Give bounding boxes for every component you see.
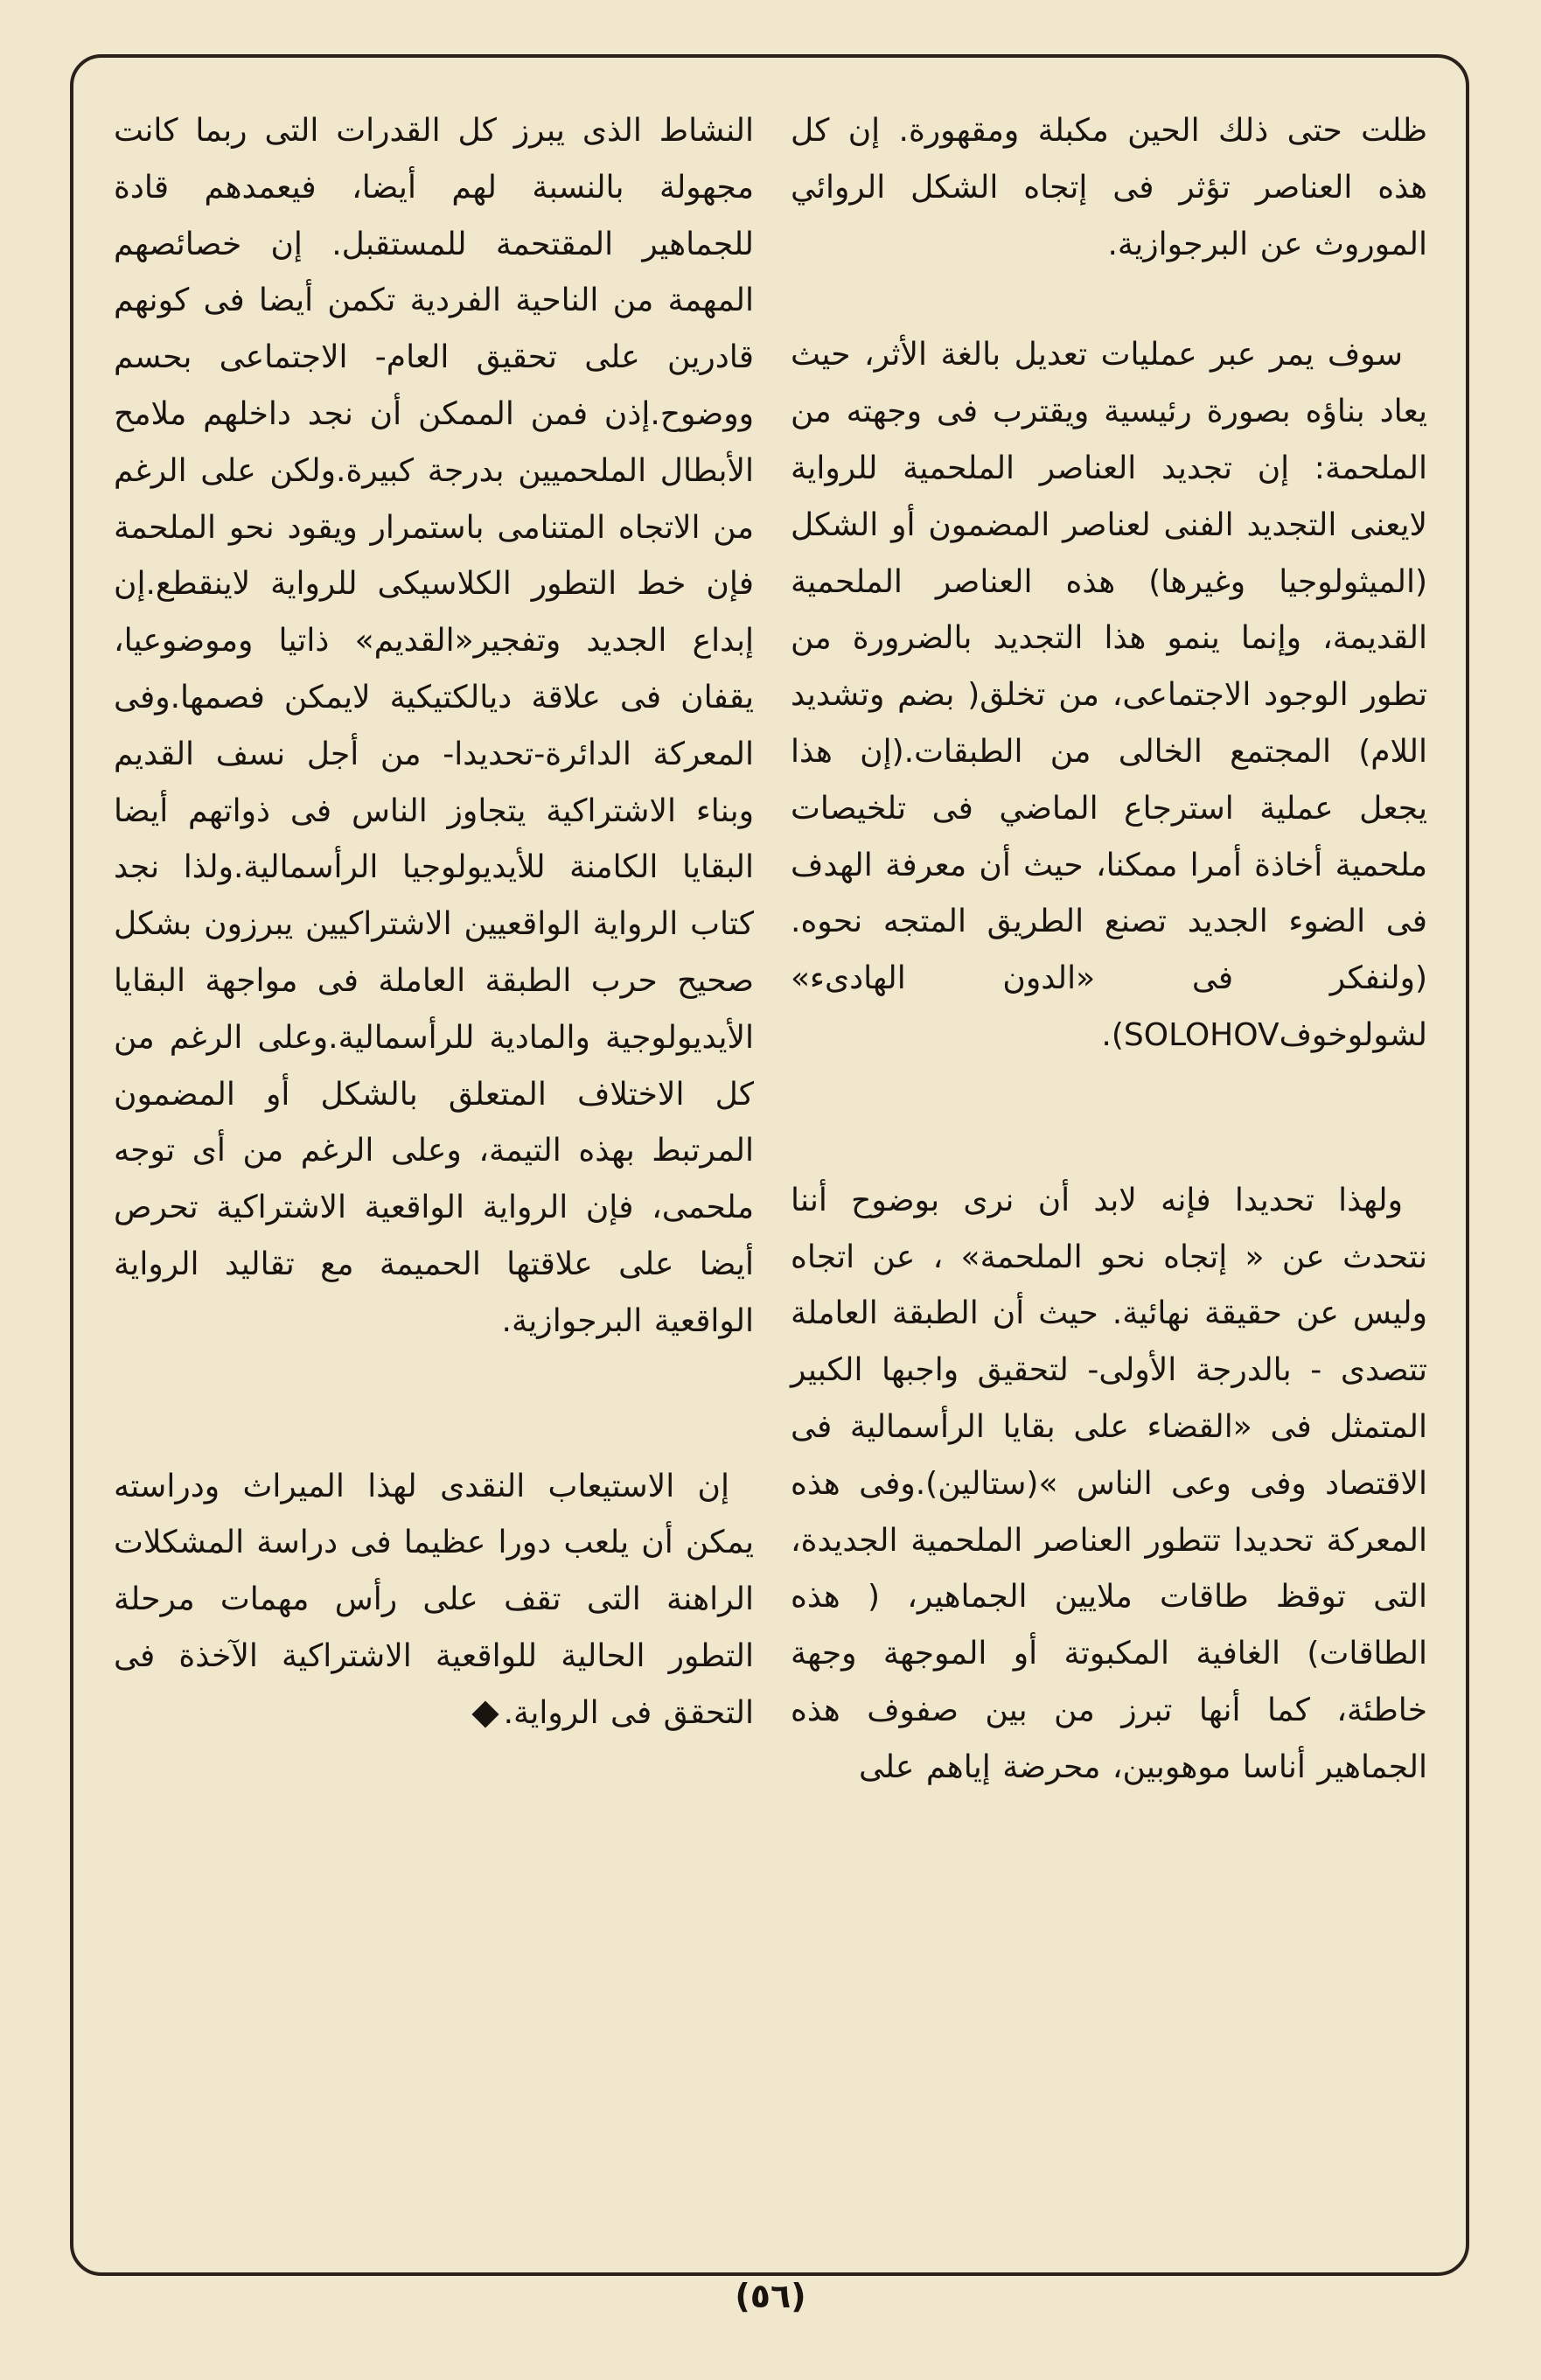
paragraph: [114, 1459, 754, 1742]
paragraph: سوف يمر عبر عمليات تعديل بالغة الأثر، حيث يعاد بناؤه بصورة رئيسية ويقترب فى وجهته من الملحمة: إن تجديد العناصر الملحمية للرواية لايعنى التجديد الفنى لعناصر المضمون أو الشكل (الميثولوجيا وغيرها) هذه العناصر الملحمية القديمة، وإنما ينمو هذا التجديد بالضرورة من تطور الوجود الاجتماعى، من تخلق( بضم وتشديد اللام) المجتمع الخالى من الطبقات.(إن هذا يجعل عملية استرجاع الماضي فى تلخيصات ملحمية أخاذة أمرا ممكنا، حيث أن معرفة الهدف فى الضوء الجديد تصنع الطريق المتجه نحوه.(ولنفكر فى «الدون الهادىء» لشولوخوفSOLOHOV).: [791, 337, 1427, 1053]
paragraph: ولهذا تحديدا فإنه لابد أن نرى بوضوح أننا نتحدث عن « إتجاه نحو الملحمة» ، عن اتجاه وليس عن حقيقة نهائية. حيث أن الطبقة العاملة تتصدى - بالدرجة الأولى- لتحقيق واجبها الكبير المتمثل فى «القضاء على بقايا الرأسمالية فى الاقتصاد وفى وعى الناس »(ستالين).وفى هذه المعركة تحديدا تتطور العناصر الملحمية الجديدة، التى توقظ طاقات ملايين الجماهير، ( هذه الطاقات) الغافية المكبوتة أو الموجهة وجهة خاطئة، كما أنها تبرز من بين صفوف هذه الجماهير أناسا موهوبين، محرضة إياهم على: [791, 1182, 1427, 1785]
right-text-column: [791, 103, 1427, 1797]
end-of-article-diamond-icon: [471, 1700, 499, 1727]
paragraph: ظلت حتى ذلك الحين مكبلة ومقهورة. إن كل هذه العناصر تؤثر فى إتجاه الشكل الروائي الموروث عن البرجوازية.: [791, 113, 1427, 262]
left-text-column: [114, 103, 754, 1742]
paragraph-text: إن الاستيعاب النقدى لهذا الميراث ودراسته يمكن أن يلعب دورا عظيما فى دراسة المشكلات الراهنة التى تقف على رأس مهمات مرحلة التطور الحالية للواقعية الاشتراكية الآخذة فى التحقق فى الرواية.: [114, 1468, 754, 1731]
paragraph: النشاط الذى يبرز كل القدرات التى ربما كانت مجهولة بالنسبة لهم أيضا، فيعمدهم قادة للجماهير المقتحمة للمستقبل. إن خصائصهم المهمة من الناحية الفردية تكمن أيضا فى كونهم قادرين على تحقيق العام- الاجتماعى بحسم ووضوح.إذن فمن الممكن أن نجد داخلهم ملامح الأبطال الملحميين بدرجة كبيرة.ولكن على الرغم من الاتجاه المتنامى باستمرار ويقود نحو الملحمة فإن خط التطور الكلاسيكى للرواية لاينقطع.إن إبداع الجديد وتفجير«القديم» ذاتيا وموضوعيا، يقفان فى علاقة ديالكتيكية لايمكن فصمها.وفى المعركة الدائرة-تحديدا- من أجل نسف القديم وبناء الاشتراكية يتجاوز الناس فى ذواتهم أيضا البقايا الكامنة للأيديولوجيا الرأسمالية.ولذا نجد كتاب الرواية الواقعيين الاشتراكيين يبرزون بشكل صحيح حرب الطبقة العاملة فى مواجهة البقايا الأيديولوجية والمادية للرأسمالية.وعلى الرغم من كل الاختلاف المتعلق بالشكل أو المضمون المرتبط بهذه التيمة، وعلى الرغم من أى توجه ملحمى، فإن الرواية الواقعية الاشتراكية تحرص أيضا على علاقتها الحميمة مع تقاليد الرواية الواقعية البرجوازية.: [114, 113, 754, 1339]
page-number: (٥٦): [735, 2277, 806, 2315]
